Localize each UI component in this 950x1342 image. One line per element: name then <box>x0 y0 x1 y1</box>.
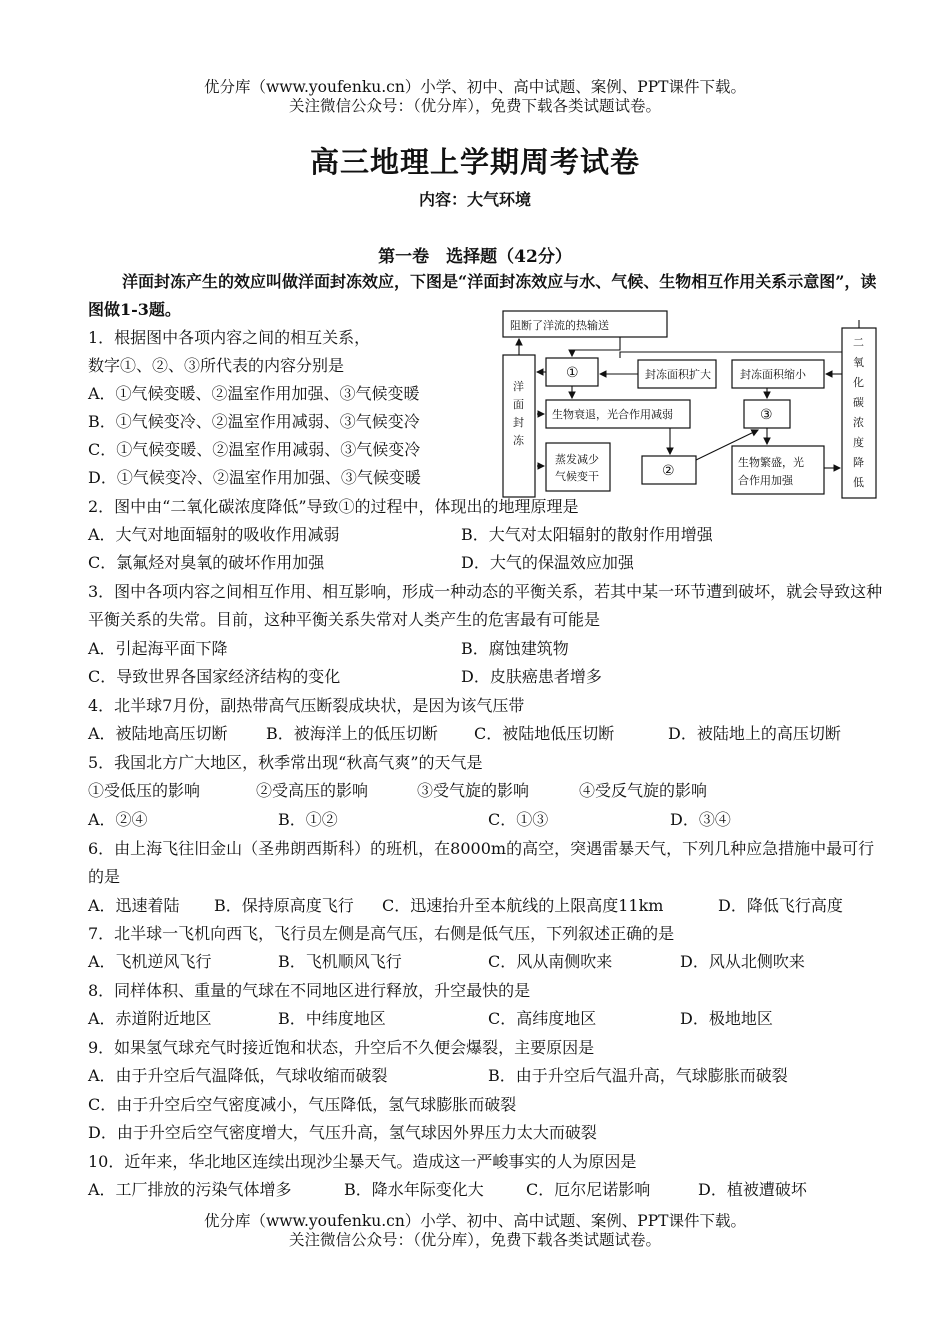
q5-statement-3: ③受气旋的影响 <box>417 781 530 800</box>
q3-option-b: B．腐蚀建筑物 <box>461 639 569 658</box>
q3-option-a: A．引起海平面下降 <box>88 639 228 658</box>
q4-stem: 4．北半球7月份，副热带高气压断裂成块状，是因为该气压带 <box>88 696 525 715</box>
q8-option-c: C．高纬度地区 <box>488 1009 597 1028</box>
q2-option-d: D．大气的保温效应加强 <box>461 553 634 572</box>
q5-statement-4: ④受反气旋的影响 <box>579 781 708 800</box>
diagram-expand: 封冻面积扩大 <box>645 368 711 381</box>
diagram-box-1: ① <box>566 365 579 381</box>
footer-line-1: 优分库（www.youfenku.cn）小学、初中、高中试题、案例、PPT课件下载。 <box>203 1212 747 1230</box>
q10-option-a: A．工厂排放的污染气体增多 <box>88 1180 292 1199</box>
diagram-thrive-1: 生物繁盛，光 <box>738 456 804 469</box>
diagram-thrive-2: 合作用加强 <box>738 474 793 487</box>
diagram-right-6: 度 <box>853 436 864 449</box>
page-title: 高三地理上学期周考试卷 <box>309 145 640 179</box>
q2-option-a: A．大气对地面辐射的吸收作用减弱 <box>88 525 340 544</box>
diagram-right-8: 低 <box>853 476 864 489</box>
header-line-1: 优分库（www.youfenku.cn）小学、初中、高中试题、案例、PPT课件下载。 <box>203 78 747 96</box>
q9-stem: 9．如果氢气球充气时接近饱和状态，升空后不久便会爆裂，主要原因是 <box>88 1038 595 1057</box>
diagram-left-1: 洋 <box>513 380 524 393</box>
diagram-right-7: 降 <box>853 456 864 469</box>
diagram-box-2: ② <box>662 463 675 479</box>
q3-option-c: C．导致世界各国家经济结构的变化 <box>88 667 341 686</box>
q9-option-d: D．由于升空后空气密度增大，气压升高，氢气球因外界压力太大而破裂 <box>88 1123 597 1142</box>
q5-option-c: C．①③ <box>488 810 549 829</box>
ocean-freeze-diagram <box>500 308 880 500</box>
q2-option-c: C．氯氟烃对臭氧的破坏作用加强 <box>88 553 325 572</box>
q1-option-b: B．①气候变冷、②温室作用减弱、③气候变冷 <box>88 412 420 431</box>
q7-stem: 7．北半球一飞机向西飞，飞行员左侧是高气压，右侧是低气压，下列叙述正确的是 <box>88 924 675 943</box>
q6-option-d: D．降低飞行高度 <box>718 896 843 915</box>
diagram-evap-2: 气候变干 <box>555 470 599 483</box>
q2-option-b: B．大气对太阳辐射的散射作用增强 <box>461 525 713 544</box>
q8-stem: 8．同样体积、重量的气球在不同地区进行释放，升空最快的是 <box>88 981 531 1000</box>
q7-option-c: C．风从南侧吹来 <box>488 952 613 971</box>
diagram-box-3: ③ <box>760 407 773 423</box>
diagram-right-2: 氧 <box>853 356 864 369</box>
q6-option-b: B．保持原高度飞行 <box>214 896 354 915</box>
q8-option-a: A．赤道附近地区 <box>88 1009 212 1028</box>
q1-option-c: C．①气候变暖、②温室作用减弱、③气候变冷 <box>88 440 421 459</box>
q6-stem: 6．由上海飞往旧金山（圣弗朗西斯科）的班机，在8000m的高空，突遇雷暴天气，下列几种应急措施中最可行的是 <box>88 839 875 886</box>
q7-option-a: A．飞机逆风飞行 <box>88 952 212 971</box>
q4-option-d: D．被陆地上的高压切断 <box>668 724 841 743</box>
q4-option-c: C．被陆地低压切断 <box>474 724 615 743</box>
diagram-top-box: 阻断了洋流的热输送 <box>510 319 609 332</box>
diagram-right-1: 二 <box>853 336 864 349</box>
q7-option-d: D．风从北侧吹来 <box>680 952 805 971</box>
q9-option-b: B．由于升空后气温升高，气球膨胀而破裂 <box>488 1066 788 1085</box>
q10-stem: 10．近年来，华北地区连续出现沙尘暴天气。造成这一严峻事实的人为原因是 <box>88 1152 637 1171</box>
q10-option-c: C．厄尔尼诺影响 <box>526 1180 651 1199</box>
section-heading: 第一卷 选择题（42分） <box>378 247 572 267</box>
q5-option-d: D．③④ <box>670 810 731 829</box>
page-subtitle: 内容：大气环境 <box>418 190 531 209</box>
q10-option-b: B．降水年际变化大 <box>344 1180 484 1199</box>
q1-option-d: D．①气候变冷、②温室作用加强、③气候变暖 <box>88 468 421 487</box>
q1-stem-1: 1．根据图中各项内容之间的相互关系， <box>88 328 371 347</box>
q5-option-a: A．②④ <box>88 810 148 829</box>
q9-option-c: C．由于升空后空气密度减小，气压降低，氢气球膨胀而破裂 <box>88 1095 517 1114</box>
q5-stem: 5．我国北方广大地区，秋季常出现“秋高气爽”的天气是 <box>88 753 483 772</box>
q9-option-a: A．由于升空后气温降低，气球收缩而破裂 <box>88 1066 388 1085</box>
q1-stem-2: 数字①、②、③所代表的内容分别是 <box>88 356 345 375</box>
diagram-left-2: 面 <box>513 398 524 411</box>
q4-option-b: B．被海洋上的低压切断 <box>266 724 438 743</box>
header-line-2: 关注微信公众号：（优分库），免费下载各类试题试卷。 <box>288 97 661 115</box>
q8-option-d: D．极地地区 <box>680 1009 773 1028</box>
q10-option-d: D．植被遭破坏 <box>698 1180 807 1199</box>
diagram-right-4: 碳 <box>853 396 864 409</box>
diagram-bio-decline: 生物衰退，光合作用减弱 <box>552 408 673 421</box>
diagram-right-5: 浓 <box>853 416 864 429</box>
q5-statement-2: ②受高压的影响 <box>256 781 369 800</box>
diagram-evap-1: 蒸发减少 <box>555 453 599 466</box>
q5-option-b: B．①② <box>278 810 338 829</box>
q3-stem: 3．图中各项内容之间相互作用、相互影响，形成一种动态的平衡关系，若其中某一环节遭到破坏，就会导致这种平衡关系的失常。目前，这种平衡关系失常对人类产生的危害最有可能是 <box>88 582 883 629</box>
diagram-right-3: 化 <box>853 376 864 389</box>
q7-option-b: B．飞机顺风飞行 <box>278 952 402 971</box>
q8-option-b: B．中纬度地区 <box>278 1009 386 1028</box>
intro-paragraph: 洋面封冻产生的效应叫做洋面封冻效应，下图是“洋面封冻效应与水、气候、生物相互作用关系示意图”，读图做1-3题。 <box>88 272 877 319</box>
q2-stem: 2．图中由“二氧化碳浓度降低”导致①的过程中，体现出的地理原理是 <box>88 497 579 516</box>
q5-statement-1: ①受低压的影响 <box>88 781 201 800</box>
footer-line-2: 关注微信公众号：（优分库），免费下载各类试题试卷。 <box>288 1231 661 1249</box>
q6-option-c: C．迅速抬升至本航线的上限高度11km <box>382 896 664 915</box>
q4-option-a: A．被陆地高压切断 <box>88 724 228 743</box>
q3-option-d: D．皮肤癌患者增多 <box>461 667 602 686</box>
diagram-left-4: 冻 <box>513 434 524 447</box>
q6-option-a: A．迅速着陆 <box>88 896 180 915</box>
q1-option-a: A．①气候变暖、②温室作用加强、③气候变暖 <box>88 384 420 403</box>
diagram-left-3: 封 <box>513 416 524 429</box>
diagram-shrink: 封冻面积缩小 <box>740 368 806 381</box>
